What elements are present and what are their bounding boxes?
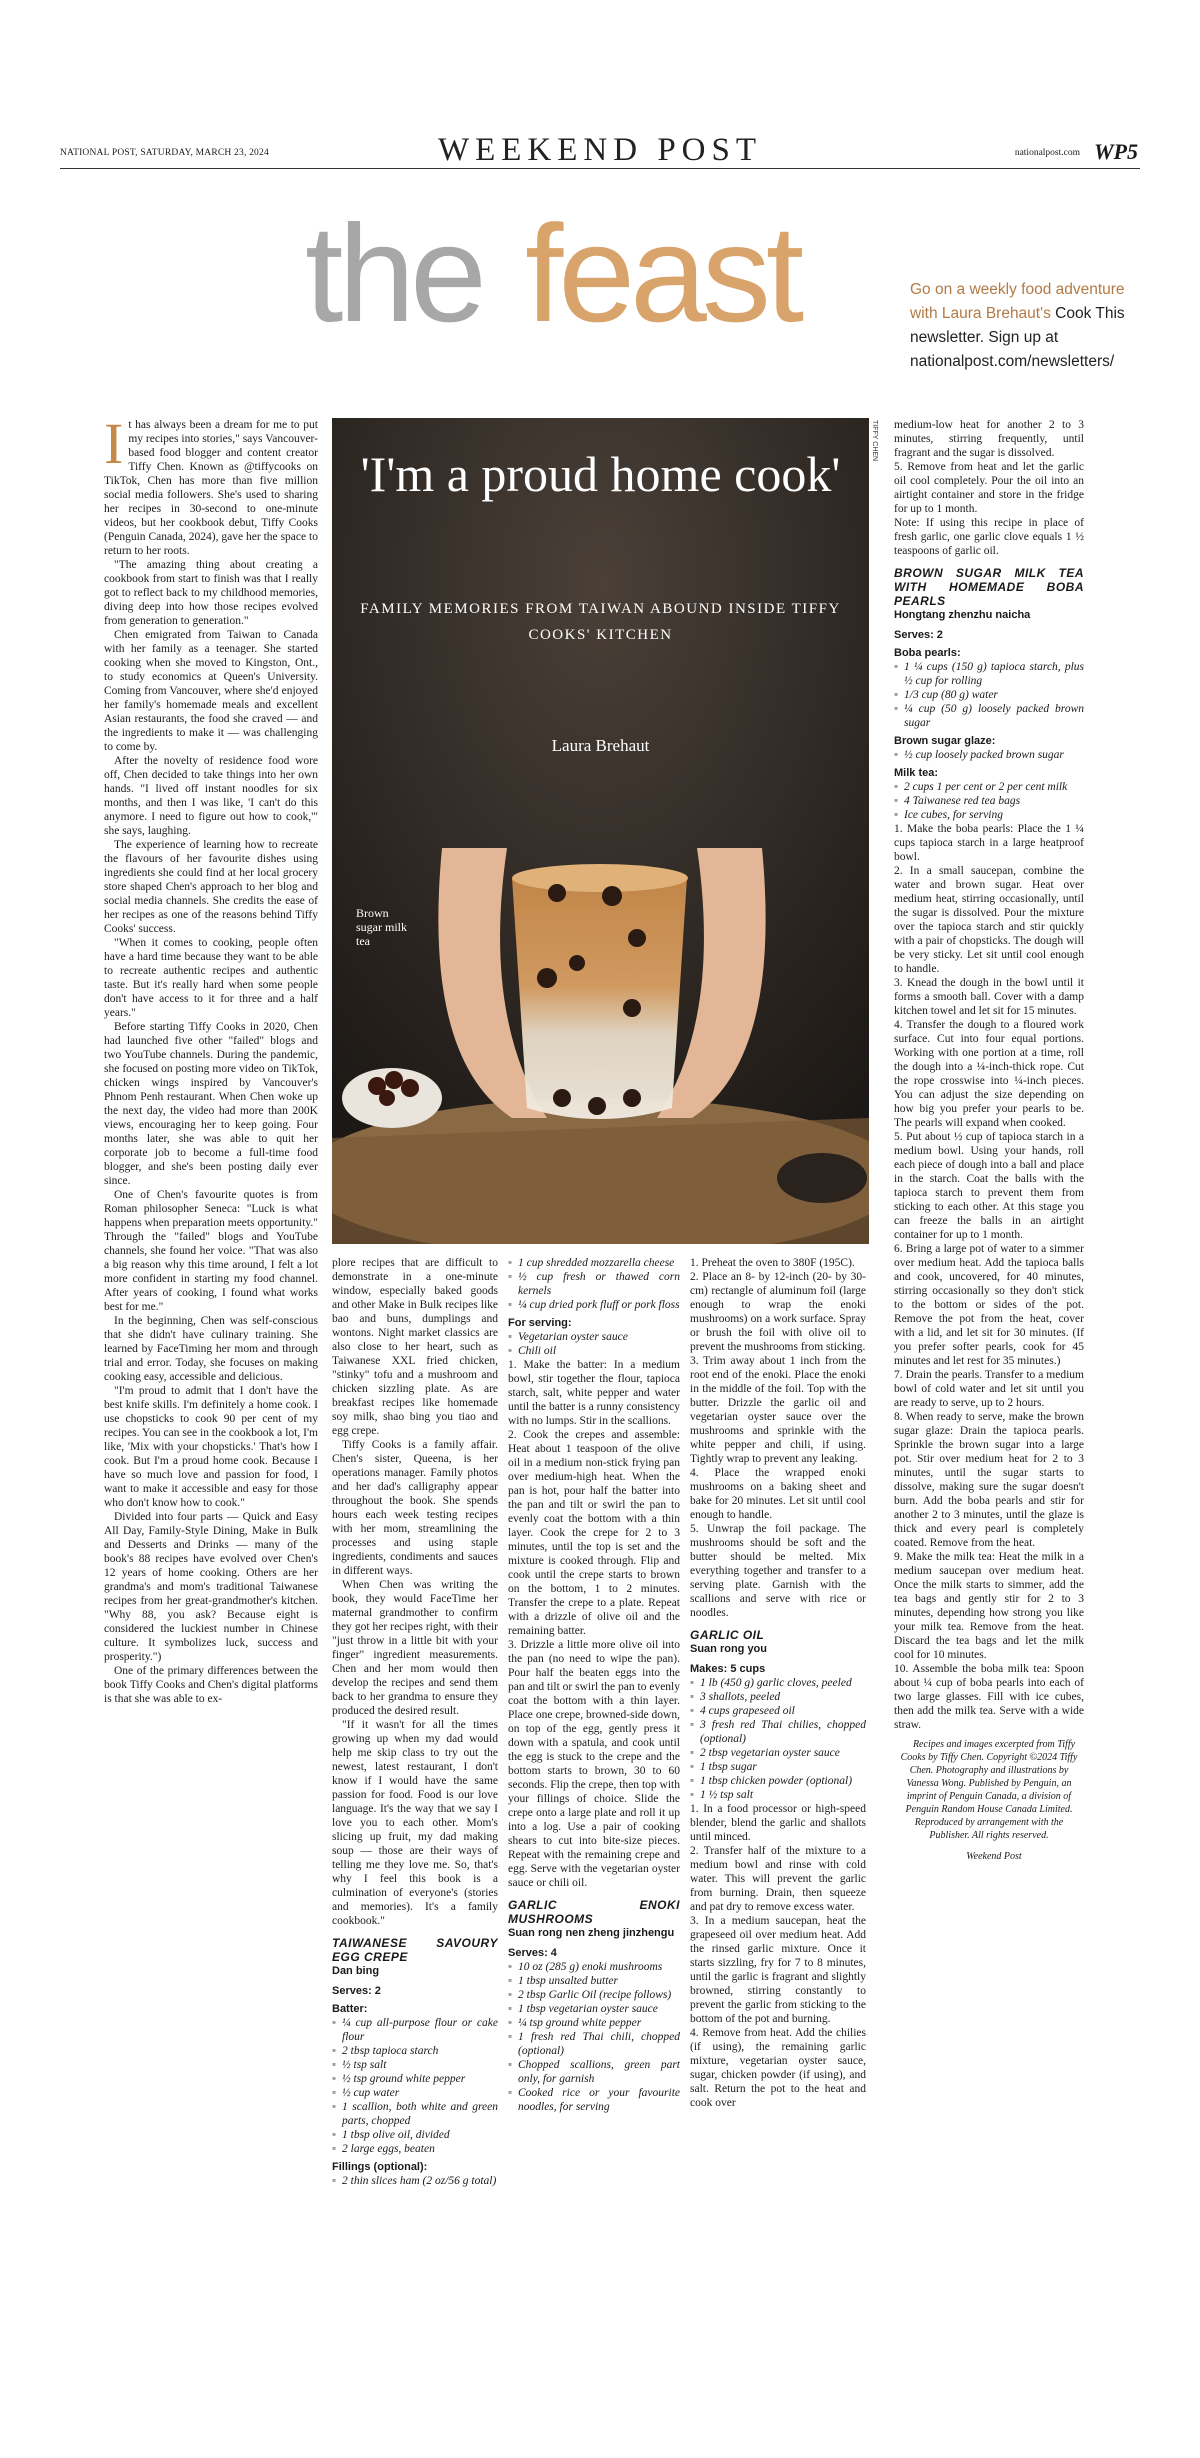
ingredient: ▪ 2 cups 1 per cent or 2 per cent milk <box>894 780 1084 794</box>
deck: FAMILY MEMORIES FROM TAIWAN ABOUND INSIDE TIFFY COOKS' KITCHEN <box>360 601 841 643</box>
excerpt-credit: Recipes and images excerpted from Tiffy Cooks by Tiffy Chen. Copyright ©2024 Tiffy Chen. Photography and illustrations by Vanessa Wong. Published by Penguin, an imprint of Penguin Canada, a division of Penguin Random House Canada Limited. Reproduced by arrangement with the Publisher. All rights reserved. <box>900 1739 1078 1841</box>
drop-cap: I <box>104 418 124 476</box>
ingredient: ▪ ½ tsp ground white pepper <box>332 2072 498 2086</box>
photo-illustration <box>332 418 869 1244</box>
ingredient-group: For serving: <box>508 1317 572 1329</box>
article-column-3 <box>508 1256 680 2348</box>
recipe-step: 5. Remove from heat and let the garlic oil cool completely. Pour the oil into an airtight container and store in the fridge for up to 1 month. <box>894 461 1084 515</box>
recipe-step: 2. Cook the crepes and assemble: Heat about 1 teaspoon of the olive oil in a medium non-stick frying pan over medium-high heat. When the pan is hot, pour half the batter into the pan and tilt or swirl the pan to evenly coat the bottom with a thin layer. Cook the crepe for 2 to 3 minutes, until the top is set and the mixture is cooked through. Flip and cook until the crepe starts to brown on the bottom, 1 to 2 minutes. Transfer the crepe to a plate. Repeat with a drizzle of olive oil and the remaining batter. <box>508 1429 680 1637</box>
masthead-dateline: NATIONAL POST, SATURDAY, MARCH 23, 2024 <box>60 148 269 158</box>
paragraph: "When it comes to cooking, people often have a hard time because they want to be able to recreate authentic recipes and authentic taste. But it's really hard when some people don't have access to it for three and a half years." <box>104 937 318 1019</box>
ingredient: ▪ 2 tbsp vegetarian oyster sauce <box>690 1746 866 1760</box>
recipe-step: 3. Drizzle a little more olive oil into the pan (no need to wipe the pan). Pour half the beaten eggs into the pan and tilt or swirl the pan to evenly coat the bottom with a thin layer. Place one crepe, browned-side down, on top of the egg, gently press it down with a spatula, and cook until the egg is stuck to the crepe and the bottom starts to brown, 30 to 60 seconds. Flip the crepe, then top with your fillings of choice. Slide the crepe onto a large plate and roll it up into a log. Use a pair of cooking shears to cut into bite-size pieces. Repeat with the remaining crepe and egg. Serve with the vegetarian oyster sauce or chili oil. <box>508 1639 680 1889</box>
recipe-step: 8. When ready to serve, make the brown sugar glaze: Drain the tapioca pearls. Sprinkle the brown sugar into a large pot. Stir over medium heat for 2 to 3 minutes, until the sugar starts to dissolve, making sure the sugar doesn't burn. Add the boba pearls and stir for another 2 to 3 minutes, until the glaze is thick and every pearl is completely coated. Remove from the heat. <box>894 1411 1084 1549</box>
recipe-step: 1. Make the boba pearls: Place the 1 ¼ cups tapioca starch in a large heatproof bowl. <box>894 823 1084 863</box>
section-title-the: the <box>305 197 482 351</box>
promo-newsletter-name: Cook This <box>1055 305 1125 322</box>
paragraph: "If it wasn't for all the times growing up when my dad would help me skip class to try out the newest, latest restaurant, I don't know if I would have the same passion for food. Food is our love language. It's the way that we say I love you to each other. Mom's slicing up fruit, my dad making soup — those are their ways of telling me they love me. So, that's why I feel this book is a culmination of everyone's (stories and memories). It's a family cookbook." <box>332 1719 498 1927</box>
ingredient: ▪ Vegetarian oyster sauce <box>508 1330 680 1344</box>
photo-caption: Brown sugar milk tea <box>356 906 407 948</box>
promo-url[interactable]: nationalpost.com/newsletters/ <box>910 353 1115 370</box>
paragraph: Tiffy Cooks is a family affair. Chen's sister, Queena, is her operations manager. Family photos and her dad's calligraphy appear throughout the book. She spends hours each week testing recipes with her mom, streamlining the processes and using staple ingredients, condiments and sauces in different ways. <box>332 1439 498 1577</box>
ingredient: ▪ 1 fresh red Thai chili, chopped (optional) <box>508 2030 680 2058</box>
servings: Makes: 5 cups <box>690 1663 766 1675</box>
ingredient: ▪ 1 tbsp chicken powder (optional) <box>690 1774 866 1788</box>
ingredient: ▪ 1 tbsp sugar <box>690 1760 866 1774</box>
article-column-2 <box>332 1256 498 2348</box>
paragraph: Chen emigrated from Taiwan to Canada with her family as a teenager. She started cooking when she moved to Kingston, Ont., to study economics at Queen's University. Coming from Vancouver, where she'd enjoyed her family's homemade meals and excellent Asian restaurants, the food she craved — and the ingredients to make it — was challenging to come by. <box>104 629 318 753</box>
recipe-note: Note: If using this recipe in place of fresh garlic, one garlic clove equals 1 ½ teaspoons of garlic oil. <box>894 517 1084 557</box>
ingredient-group: Boba pearls: <box>894 647 961 659</box>
recipe-step: 4. Place the wrapped enoki mushrooms on a baking sheet and bake for 20 minutes. Let sit until cool enough to handle. <box>690 1467 866 1521</box>
ingredient: ▪ 1 ¼ cups (150 g) tapioca starch, plus ½ cup for rolling <box>894 660 1084 688</box>
ingredient: ▪ 1 tbsp vegetarian oyster sauce <box>508 2002 680 2016</box>
recipe-subtitle: Dan bing <box>332 1965 380 1977</box>
photo-credit: TIFFY CHEN <box>871 420 878 462</box>
ingredient: ▪ ½ cup water <box>332 2086 498 2100</box>
ingredient: ▪ 2 thin slices ham (2 oz/56 g total) <box>332 2174 498 2188</box>
ingredient: ▪ Cooked rice or your favourite noodles, for serving <box>508 2086 680 2114</box>
article-column-5 <box>894 418 1084 2348</box>
ingredient: ▪ 1 ½ tsp salt <box>690 1788 866 1802</box>
paragraph: When Chen was writing the book, they would FaceTime her maternal grandmother to confirm they got her recipes right, with their "just throw in a little bit with your finger" ingredient measurements. Chen and her mom would then develop the recipes and send them back to her grandma to ensure they produced the desired result. <box>332 1579 498 1717</box>
ingredient: ▪ ¼ cup (50 g) loosely packed brown sugar <box>894 702 1084 730</box>
servings: Serves: 2 <box>894 629 943 641</box>
recipe-subtitle: Suan rong you <box>690 1643 767 1655</box>
recipe-step: 5. Put about ½ cup of tapioca starch in a medium bowl. Using your hands, roll each piece of dough into a ball and place in the starch. Coat the balls with the tapioca starch to prevent them from sticking to each other. At this stage you can freeze the balls in an airtight container for up to 1 month. <box>894 1131 1084 1241</box>
ingredient: ▪ ¼ cup dried pork fluff or pork floss <box>508 1298 680 1312</box>
recipe-step: 1. Preheat the oven to 380F (195C). <box>690 1257 855 1269</box>
servings: Serves: 4 <box>508 1947 557 1959</box>
paragraph: After the novelty of residence food wore off, Chen decided to take things into her own hands. "I lived off instant noodles for six months, and then I was like, 'I can't do this anymore. I need to figure out how to cook,'" she says, laughing. <box>104 755 318 837</box>
paragraph: One of the primary differences between the book Tiffy Cooks and Chen's digital platforms is that she was able to ex- <box>104 1665 318 1705</box>
newsletter-promo <box>910 278 1150 374</box>
ingredient: ▪ 1 tbsp unsalted butter <box>508 1974 680 1988</box>
ingredient: ▪ Ice cubes, for serving <box>894 808 1084 822</box>
recipe-step: 2. In a small saucepan, combine the water and brown sugar. Heat over medium heat, stirring occasionally, until the sugar is dissolved. Pour the mixture over the tapioca starch and stir quickly with a pair of chopsticks. The dough will be very sticky. Let sit until cool enough to handle. <box>894 865 1084 975</box>
ingredient: ▪ 4 cups grapeseed oil <box>690 1704 866 1718</box>
recipe-title: TAIWANESE SAVOURY EGG CREPE <box>332 1936 498 1964</box>
ingredient-group: Brown sugar glaze: <box>894 735 996 747</box>
ingredient-group: Milk tea: <box>894 767 939 779</box>
article-column-1 <box>104 418 318 2348</box>
ingredient: ▪ 2 large eggs, beaten <box>332 2142 498 2156</box>
recipe-step: 3. Knead the dough in the bowl until it forms a smooth ball. Cover with a damp kitchen towel and let sit for 15 minutes. <box>894 977 1084 1017</box>
ingredient-group: Fillings (optional): <box>332 2161 428 2173</box>
recipe-subtitle: Suan rong nen zheng jinzhengu <box>508 1927 675 1939</box>
ingredient: ▪ 3 shallots, peeled <box>690 1690 866 1704</box>
paragraph: In the beginning, Chen was self-conscious that she didn't have culinary training. She learned by FaceTiming her mom and through trial and error. Today, she focuses on making cooking easy, accessible and delicious. <box>104 1315 318 1383</box>
recipe-step: 7. Drain the pearls. Transfer to a medium bowl of cold water and let sit until you are ready to serve, up to 2 hours. <box>894 1369 1084 1409</box>
article-column-4 <box>690 1256 866 2348</box>
ingredient: ▪ 1 lb (450 g) garlic cloves, peeled <box>690 1676 866 1690</box>
recipe-step: 4. Remove from heat. Add the chilies (if using), the remaining garlic mixture, vegetarian oyster sauce, sugar, chicken powder (if using), and salt. Return the pot to the heat and cook over <box>690 2027 866 2109</box>
boba-milk-tea-photo <box>332 418 869 1244</box>
paragraph: Divided into four parts — Quick and Easy All Day, Family-Style Dining, Make in Bulk and Desserts and Drinks — many of the book's 88 recipes have evolved over Chen's 12 years of home cooking. Others are her grandma's and mom's traditional Taiwanese recipes from her great-grandmother's kitchen. "Why 88, you ask? Because eight is considered the luckiest number in Chinese culture. It symbolizes luck, success and prosperity.") <box>104 1511 318 1663</box>
signature: Weekend Post <box>966 1851 1022 1862</box>
masthead-rule <box>60 168 1140 169</box>
recipe-step: 6. Bring a large pot of water to a simmer over medium heat. Add the tapioca balls and cook, uncovered, for 40 minutes, stirring occasionally so they don't stick to the bottom or sides of the pot. Remove the pot from the heat, cover with a lid, and let sit for 30 minutes. (If you prefer softer pearls, cook for 45 minutes and let rest for 35 minutes.) <box>894 1243 1084 1367</box>
ingredient: ▪ 2 tbsp Garlic Oil (recipe follows) <box>508 1988 680 2002</box>
paragraph: The experience of learning how to recreate the flavours of her favourite dishes using ingredients she could find at her local grocery store shaped Chen's approach to her blog and social media channels. She credits the ease of her recipes as one of the reasons behind Tiffy Cooks' success. <box>104 839 318 935</box>
masthead-title: WEEKEND POST <box>437 132 763 168</box>
section-title-feast: feast <box>525 197 800 351</box>
paragraph: t has always been a dream for me to put my recipes into stories," says Vancouver-based food blogger and content creator Tiffy Chen. Known as @tiffycooks on TikTok, Chen has more than five million social media followers. She's used to sharing her recipes in 30-second to one-minute videos, but her cookbook debut, Tiffy Cooks (Penguin Canada, 2024), gave her the space to return to her roots. <box>104 419 318 557</box>
recipe-step: 9. Make the milk tea: Heat the milk in a medium saucepan over medium heat. Once the milk starts to simmer, add the tea bags and gently stir for 2 to 3 minutes, depending how strong you like your milk tea. Remove from the heat. Discard the tea bags and let the milk cool for 10 minutes. <box>894 1551 1084 1661</box>
ingredient: ▪ ½ cup fresh or thawed corn kernels <box>508 1270 680 1298</box>
ingredient: ▪ 2 tbsp tapioca starch <box>332 2044 498 2058</box>
ingredient: ▪ 1 cup shredded mozzarella cheese <box>508 1256 680 1270</box>
ingredient: ▪ ¼ cup all-purpose flour or cake flour <box>332 2016 498 2044</box>
recipe-step: 1. In a food processor or high-speed blender, blend the garlic and shallots until minced. <box>690 1803 866 1843</box>
recipe-step: 1. Make the batter: In a medium bowl, stir together the flour, tapioca starch, salt, white pepper and water until the batter is a runny consistency with no lumps. Stir in the scallions. <box>508 1359 680 1427</box>
recipe-title: GARLIC OIL <box>690 1628 765 1642</box>
ingredient: ▪ 10 oz (285 g) enoki mushrooms <box>508 1960 680 1974</box>
ingredient: ▪ ½ tsp salt <box>332 2058 498 2072</box>
recipe-step: 2. Transfer half of the mixture to a medium bowl and rinse with cold water. This will prevent the garlic from burning. Drain, then squeeze and pat dry to remove excess water. <box>690 1845 866 1913</box>
page-number: WP5 <box>1094 139 1138 164</box>
paragraph: One of Chen's favourite quotes is from Roman philosopher Seneca: "Luck is what happens when preparation meets opportunity." Through the "failed" blogs and YouTube channels, she found her voice. "That was also a big reason why this time around, I felt a lot more confident in starting my food channel. After years of cooking, I found what works best for me." <box>104 1189 318 1313</box>
ingredient: ▪ 1/3 cup (80 g) water <box>894 688 1084 702</box>
servings: Serves: 2 <box>332 1985 381 1997</box>
ingredient: ▪ ¼ tsp ground white pepper <box>508 2016 680 2030</box>
paragraph: plore recipes that are difficult to demonstrate in a one-minute window, especially baked goods and other Make in Bulk recipes like bao and buns, dumplings and wontons. Night market classics are also close to her heart, such as Taiwanese XXL fried chicken, "stinky" tofu and a mushroom and chicken sizzling plate. As are breakfast recipes like homemade soy milk, shao bing you tiao and egg crepe. <box>332 1257 498 1437</box>
ingredient: ▪ 3 fresh red Thai chilies, chopped (optional) <box>690 1718 866 1746</box>
recipe-step: medium-low heat for another 2 to 3 minutes, stirring frequently, until fragrant and the sugar is dissolved. <box>894 419 1084 459</box>
paragraph: Before starting Tiffy Cooks in 2020, Chen had launched five other "failed" blogs and two YouTube channels. During the pandemic, she focused on posting more video on TikTok, chicken wings inspired by Vancouver's Phnom Penh restaurant. When Chen woke up the next day, the video had more than 200K views, encouraging her to keep going. Four months later, she was able to quit her corporate job to become a full-time food blogger, and she's been posting daily ever since. <box>104 1021 318 1187</box>
ingredient: ▪ 1 tbsp olive oil, divided <box>332 2128 498 2142</box>
masthead-site[interactable]: nationalpost.com <box>1014 148 1080 158</box>
ingredient: ▪ Chili oil <box>508 1344 680 1358</box>
promo-tail: newsletter. Sign up at <box>910 329 1059 346</box>
ingredient: ▪ ½ cup loosely packed brown sugar <box>894 748 1084 762</box>
ingredient: ▪ 1 scallion, both white and green parts, chopped <box>332 2100 498 2128</box>
recipe-step: 2. Place an 8- by 12-inch (20- by 30-cm) rectangle of aluminum foil (large enough to wrap the enoki mushrooms) on a work surface. Spray or brush the foil with olive oil to prevent the mushrooms from sticking. <box>690 1271 866 1353</box>
byline: Laura Brehaut <box>551 736 650 755</box>
ingredient-group: Batter: <box>332 2003 368 2015</box>
recipe-title: GARLIC ENOKI MUSHROOMS <box>508 1898 680 1926</box>
ingredient: ▪ 4 Taiwanese red tea bags <box>894 794 1084 808</box>
recipe-title: BROWN SUGAR MILK TEA WITH HOMEMADE BOBA PEARLS <box>894 566 1084 608</box>
promo-lead: Go on a weekly food adventure with Laura Brehaut's <box>910 281 1125 322</box>
ingredient: ▪ Chopped scallions, green part only, for garnish <box>508 2058 680 2086</box>
recipe-step: 4. Transfer the dough to a floured work surface. Cut into four equal portions. Working with one portion at a time, roll the dough into a ¼-inch-thick rope. Cut the rope crosswise into ¼-inch pieces. You can adjust the size depending on how big you prefer your pearls to be. The pearls will expand when cooked. <box>894 1019 1084 1129</box>
headline: 'I'm a proud home cook' <box>360 446 841 502</box>
paragraph: "The amazing thing about creating a cookbook from start to finish was that I really got to reflect back to my childhood memories, diving deep into how those recipes evolved from generation to generation." <box>104 559 318 627</box>
recipe-step: 5. Unwrap the foil package. The mushrooms should be soft and the butter should be melted. Mix everything together and transfer to a serving plate. Garnish with the scallions and serve with rice or noodles. <box>690 1523 866 1619</box>
recipe-step: 3. Trim away about 1 inch from the root end of the enoki. Place the enoki in the middle of the foil. Top with the butter. Drizzle the garlic oil and vegetarian oyster sauce over the mushrooms and sprinkle with the white pepper and chili, if using. Tightly wrap to prevent any leaking. <box>690 1355 866 1465</box>
paragraph: "I'm proud to admit that I don't have the best knife skills. I'm definitely a home cook. I use chopsticks to cook 90 per cent of my recipes. You can see in the cookbook a lot, I'm like, 'Mix with your chopsticks.' That's how I cook. But I'm a proud home cook. Because I have so much love and passion for food, I want to make it accessible and easy for those who don't know how to cook." <box>104 1385 318 1509</box>
recipe-subtitle: Hongtang zhenzhu naicha <box>894 609 1031 621</box>
recipe-step: 10. Assemble the boba milk tea: Spoon about ¼ cup of boba pearls into each of two large glasses. Fill with ice cubes, then add the milk tea. Serve with a wide straw. <box>894 1663 1084 1731</box>
recipe-step: 3. In a medium saucepan, heat the grapeseed oil over medium heat. Add the rinsed garlic mixture. Once it starts sizzling, fry for 7 to 8 minutes, until the garlic is fragrant and slightly browned, stirring constantly to prevent the garlic from sticking to the bottom of the pot and burning. <box>690 1915 866 2025</box>
